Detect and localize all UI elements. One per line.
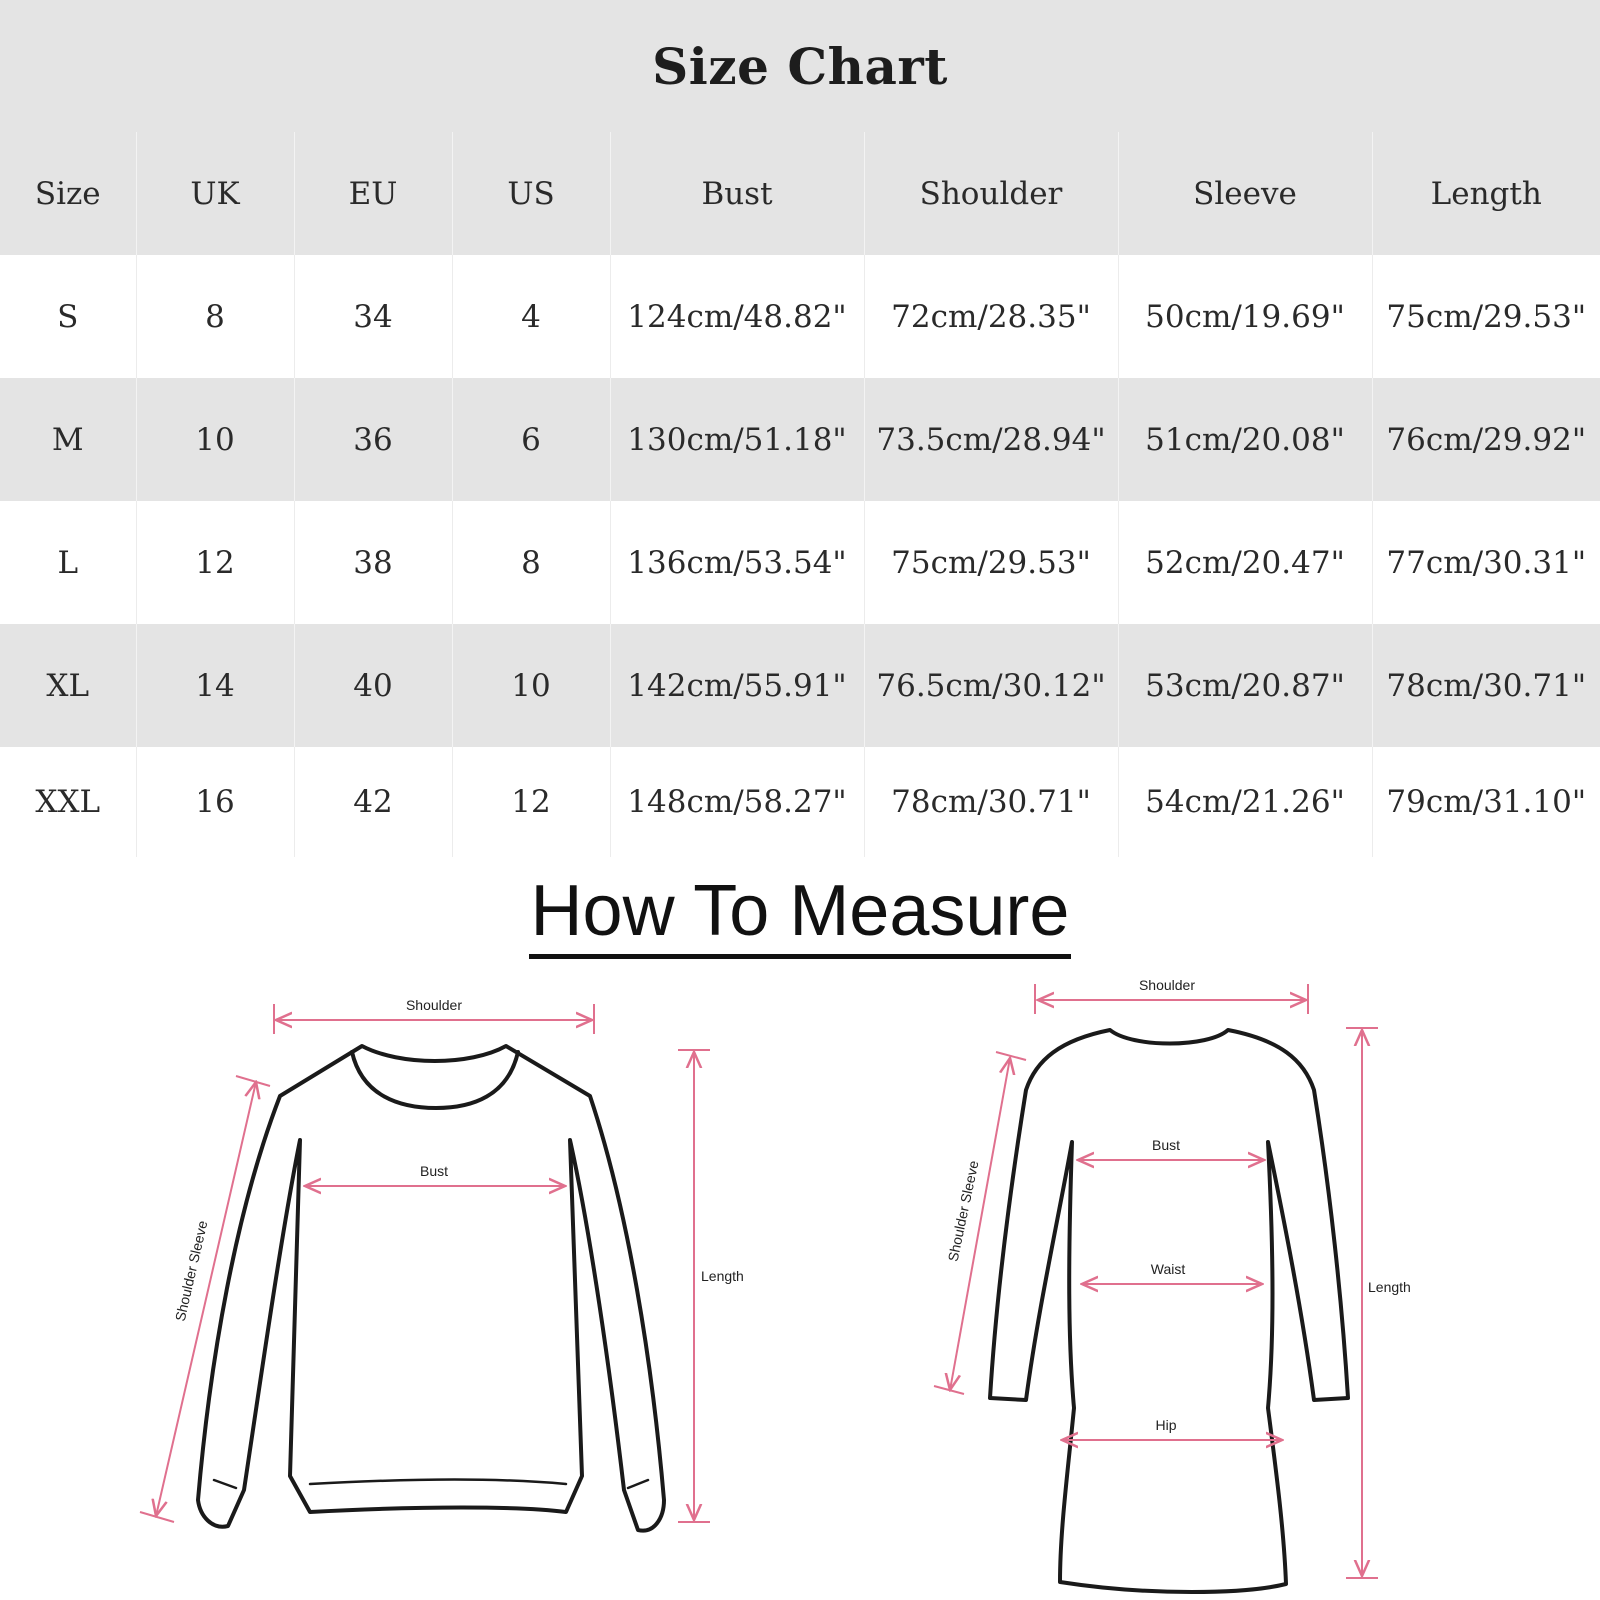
table-cell: 40 — [294, 624, 452, 747]
sweatshirt-measure-lines — [140, 1004, 710, 1522]
table-cell: 34 — [294, 255, 452, 378]
table-cell: 36 — [294, 378, 452, 501]
table-cell: 76.5cm/30.12" — [864, 624, 1118, 747]
table-cell: 130cm/51.18" — [610, 378, 864, 501]
table-cell: 142cm/55.91" — [610, 624, 864, 747]
table-cell: XL — [0, 624, 136, 747]
table-cell: 10 — [136, 378, 294, 501]
table-cell: S — [57, 298, 79, 335]
how-to-measure-heading: How To Measure — [529, 868, 1072, 959]
dress-diagram — [990, 1030, 1348, 1592]
table-cell: 8 — [136, 255, 294, 378]
table-cell: 148cm/58.27" — [610, 747, 864, 857]
sweatshirt-shoulder-label: Shoulder — [405, 997, 463, 1013]
dress-waist-label: Waist — [1150, 1261, 1186, 1277]
dress-bust-label: Bust — [1151, 1137, 1181, 1153]
table-cell: 75cm/29.53" — [1372, 255, 1600, 378]
table-cell: 72cm/28.35" — [864, 255, 1118, 378]
table-cell: 50cm/19.69" — [1118, 255, 1372, 378]
sweatshirt-sleeve-label: Shoulder Sleeve — [171, 1219, 211, 1323]
table-cell: 6 — [452, 378, 610, 501]
table-cell: 73.5cm/28.94" — [864, 378, 1118, 501]
dress-hip-label: Hip — [1155, 1417, 1177, 1433]
table-cell: 16 — [136, 747, 294, 857]
table-cell: 10 — [452, 624, 610, 747]
sweatshirt-diagram — [198, 1046, 664, 1531]
dress-sleeve-label: Shoulder Sleeve — [944, 1159, 982, 1263]
header-sleeve: Sleeve — [1118, 132, 1372, 255]
sweatshirt-length-label: Length — [701, 1268, 744, 1284]
table-cell: XXL — [35, 784, 101, 820]
table-cell: L — [57, 544, 79, 581]
table-cell: 79cm/31.10" — [1372, 747, 1600, 857]
table-cell: 12 — [452, 747, 610, 857]
table-cell: 78cm/30.71" — [864, 747, 1118, 857]
table-cell: 12 — [136, 501, 294, 624]
table-cell: 76cm/29.92" — [1372, 378, 1600, 501]
table-cell: 77cm/30.31" — [1372, 501, 1600, 624]
table-cell: 14 — [136, 624, 294, 747]
header-uk: UK — [136, 132, 294, 255]
header-size: Size — [0, 132, 136, 255]
sweatshirt-sleeve-line — [156, 1082, 256, 1516]
table-cell: 52cm/20.47" — [1118, 501, 1372, 624]
dress-outline — [990, 1030, 1348, 1592]
sweatshirt-outline — [198, 1046, 664, 1531]
table-cell: 8 — [452, 501, 610, 624]
header-us: US — [452, 132, 610, 255]
table-cell: 4 — [452, 255, 610, 378]
table-cell: 53cm/20.87" — [1118, 624, 1372, 747]
table-cell: 51cm/20.08" — [1118, 378, 1372, 501]
table-cell: 38 — [294, 501, 452, 624]
dress-length-label: Length — [1368, 1279, 1411, 1295]
header-eu: EU — [294, 132, 452, 255]
table-cell: 78cm/30.71" — [1372, 624, 1600, 747]
table-cell: 42 — [294, 747, 452, 857]
table-cell: 54cm/21.26" — [1118, 747, 1372, 857]
table-cell: 75cm/29.53" — [864, 501, 1118, 624]
dress-shoulder-label: Shoulder — [1138, 977, 1196, 993]
table-cell: 136cm/53.54" — [610, 501, 864, 624]
table-cell: 124cm/48.82" — [610, 255, 864, 378]
size-chart-title: Size Chart — [0, 0, 1600, 132]
sweatshirt-bust-label: Bust — [419, 1163, 449, 1179]
header-shoulder: Shoulder — [864, 132, 1118, 255]
header-bust: Bust — [610, 132, 864, 255]
header-length: Length — [1372, 132, 1600, 255]
table-cell: M — [0, 378, 136, 501]
